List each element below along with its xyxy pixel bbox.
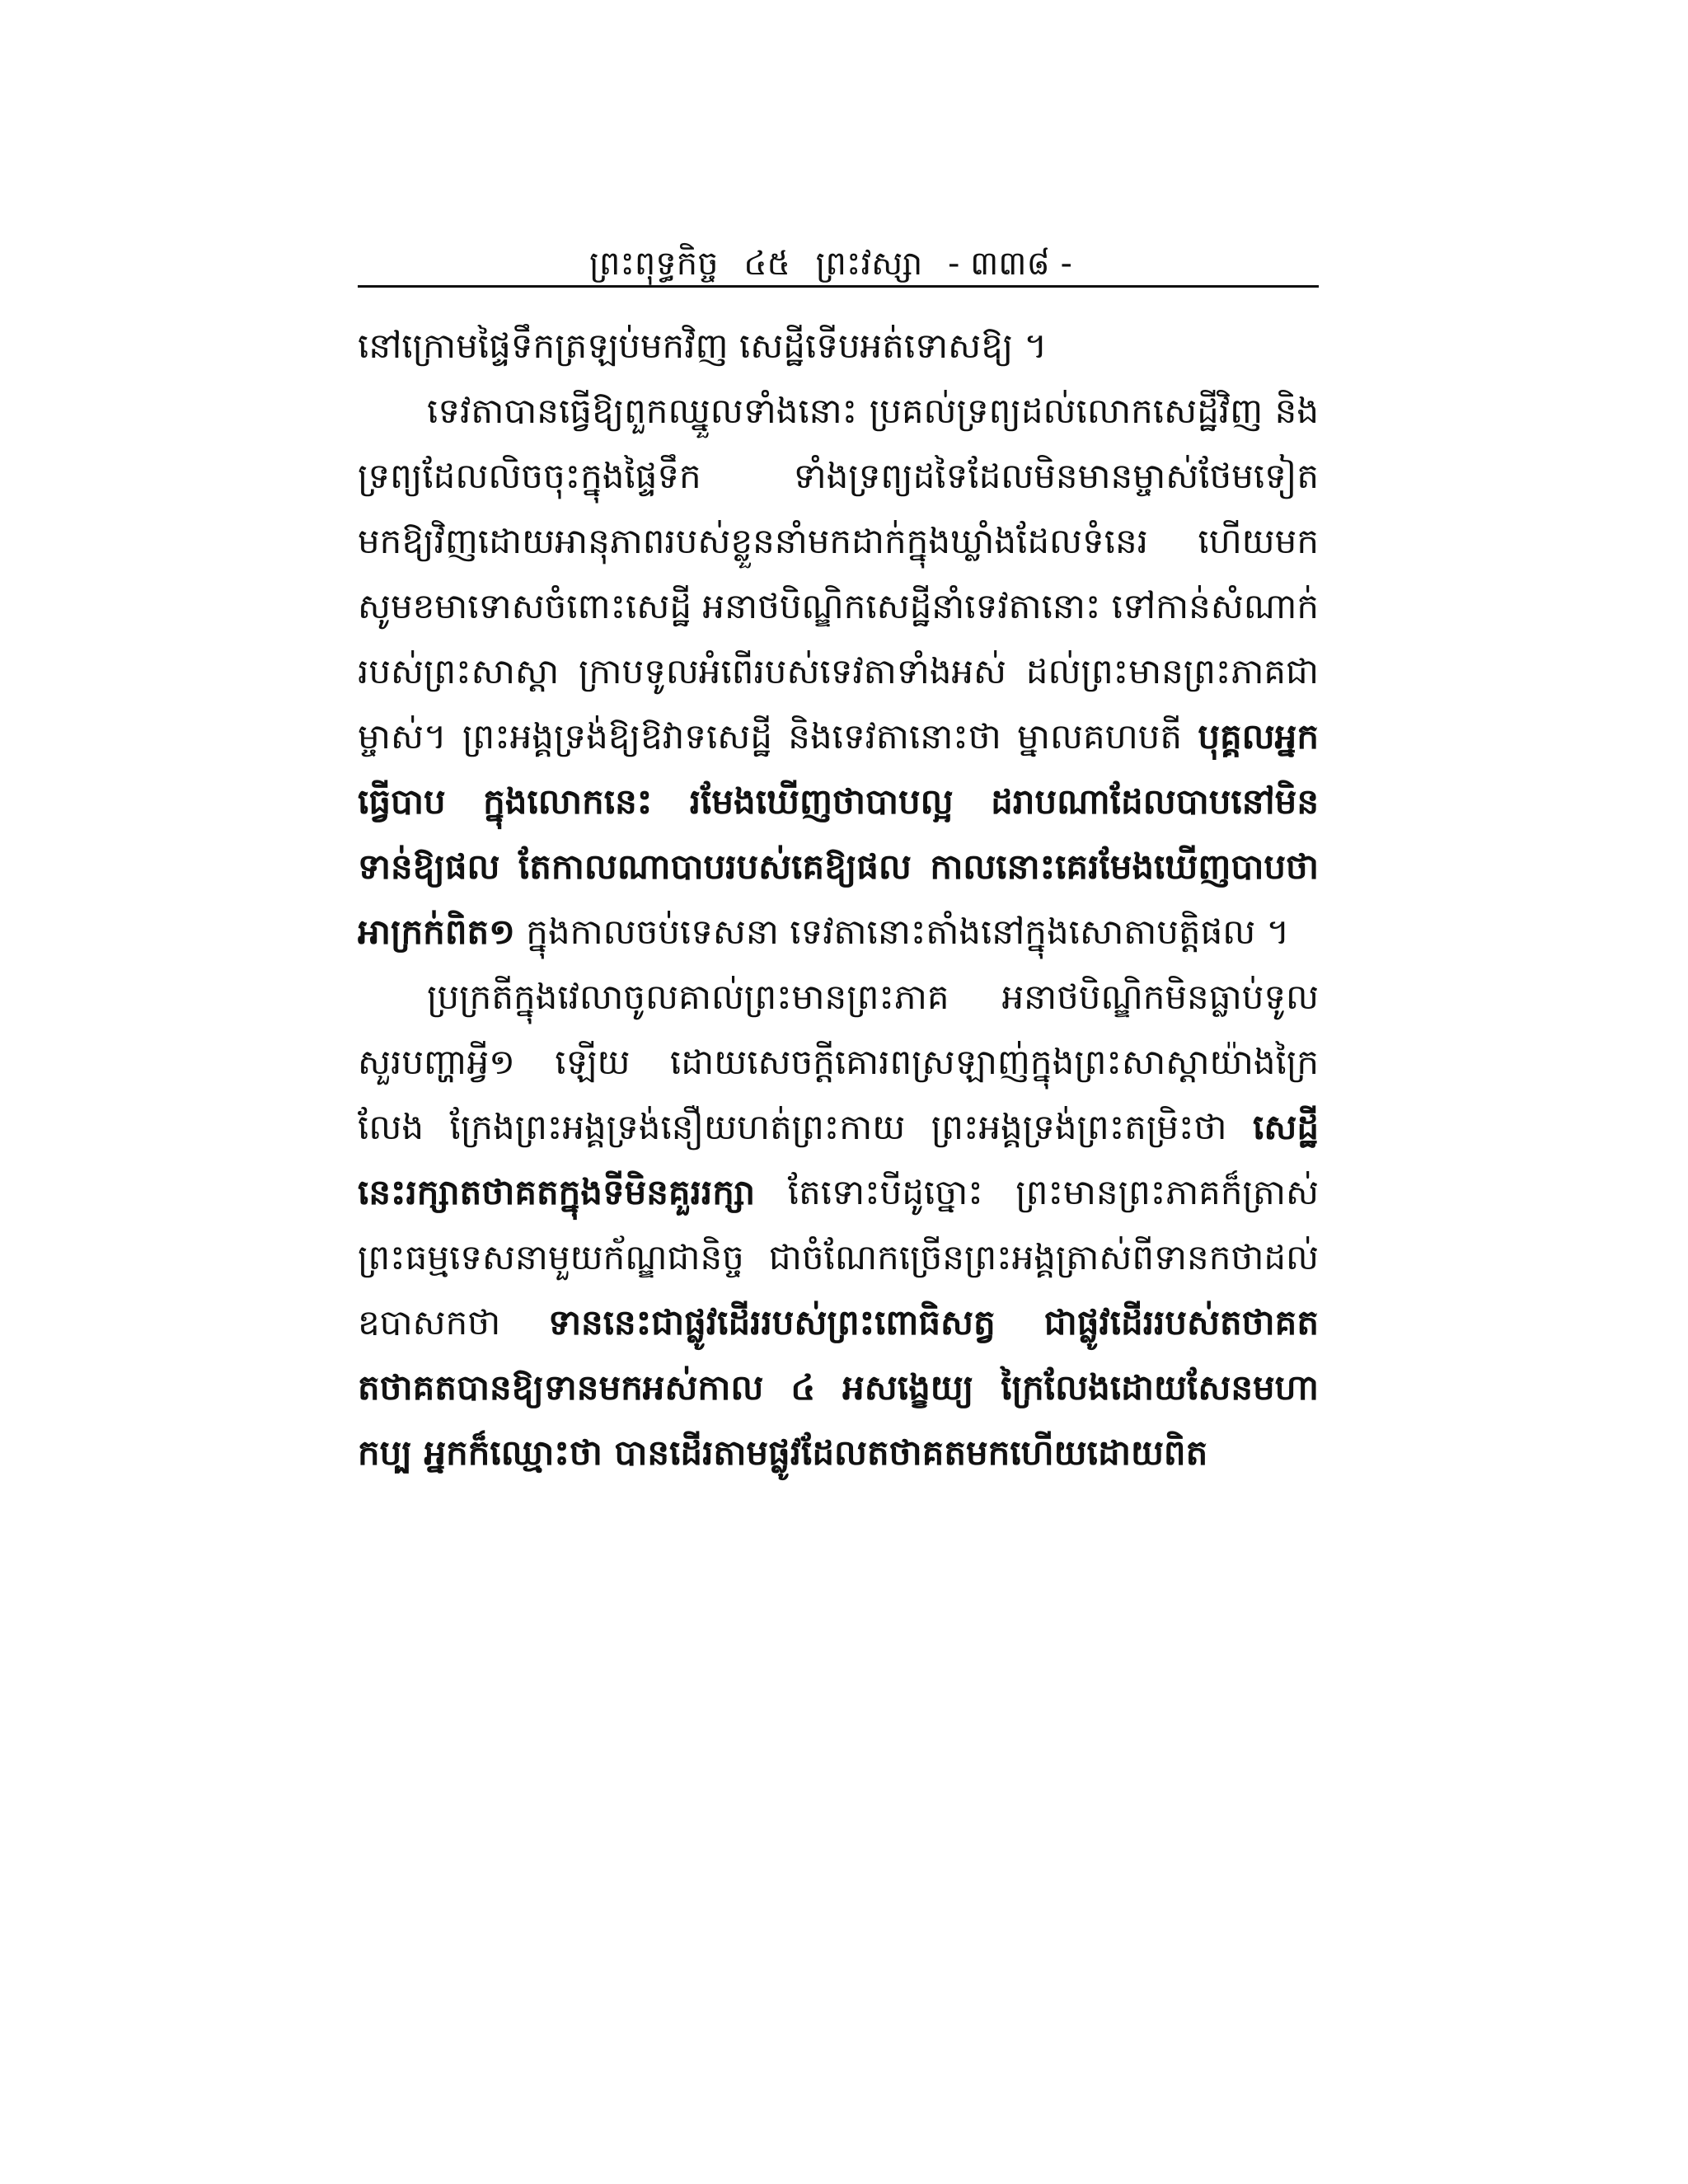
paragraph bbox=[358, 964, 1319, 1485]
paragraph-text: ក្នុងកាលចប់ទេសនា ទេវតានោះតាំងនៅក្នុងសោតាបត្តិផល ។ bbox=[514, 912, 1290, 952]
emphasized-text: បុគ្គលអ្នកធ្វើបាប ក្នុងលោកនេះ រមែងឃើញថាបាបល្អ ដរាបណាដែលបាបនៅមិនទាន់ឱ្យផល តែកាលណាបាបរបស់គេឱ្យផល កាលនោះគេរមែងឃើញបាបថា អាក្រក់ពិត១ bbox=[358, 716, 1319, 952]
emphasized-text: សេដ្ឋីនេះរក្សាតថាគតក្នុងទីមិនគួររក្សា bbox=[358, 1107, 1319, 1212]
paragraph bbox=[358, 378, 1319, 964]
header-page-number: - ៣៣៨ - bbox=[947, 245, 1072, 283]
paragraph-text: ប្រក្រតីក្នុងវេលាចូលគាល់ព្រះមានព្រះភាគ អនាថបិណ្ឌិកមិនធ្លាប់ទូលសួរបញ្ហាអ្វី១ ឡើយ ដោយសេចក្តីគោរពស្រឡាញ់ក្នុងព្រះសាស្តាយ៉ាងក្រៃលែង ក្រែងព្រះអង្គទ្រង់នឿយហត់ព្រះកាយ ព្រះអង្គទ្រង់ព្រះតម្រិះថា bbox=[358, 977, 1319, 1147]
header-chapter-number: ៤៥ bbox=[743, 245, 790, 283]
paragraph bbox=[358, 313, 1319, 378]
header-season: ព្រះវស្សា bbox=[815, 245, 923, 283]
header-book-title: ព្រះពុទ្ធកិច្ច bbox=[589, 245, 719, 283]
header-divider bbox=[358, 285, 1319, 288]
paragraph-text: នៅក្រោមផ្ទៃទឹកត្រឡប់មកវិញ សេដ្ឋីទើបអត់ទោសឱ្យ ។ bbox=[358, 326, 1048, 366]
emphasized-text: ទាននេះជាផ្លូវដើររបស់ព្រះពោធិសត្វ ជាផ្លូវដើររបស់តថាគត តថាគតបានឱ្យទានមកអស់កាល ៤ អសង្ខេយ្យ ក្រៃលែងដោយសែនមហាកប្ប អ្នកក៏ឈ្មោះថា បានដើរតាមផ្លូវដែលតថាគតមកហើយដោយពិត bbox=[358, 1302, 1319, 1473]
paragraph-text: ទេវតាបានធ្វើឱ្យពួកឈ្នួលទាំងនោះ ប្រគល់ទ្រព្យដល់លោកសេដ្ឋីវិញ និងទ្រព្យដែលលិចចុះក្នុងផ្ទៃទឹក ទាំងទ្រព្យដទៃដែលមិនមានម្ចាស់ថែមទៀត មកឱ្យវិញដោយអានុភាពរបស់ខ្លួននាំមកដាក់ក្នុងឃ្លាំងដែលទំនេរ ហើយមកសូមខមាទោសចំពោះសេដ្ឋី អនាថបិណ្ឌិកសេដ្ឋីនាំទេវតានោះ ទៅកាន់សំណាក់របស់ព្រះសាស្តា ក្រាបទូលអំពើរបស់ទេវតាទាំងអស់ ដល់ព្រះមានព្រះភាគជាម្ចាស់។ ព្រះអង្គទ្រង់ឱ្យឱវាទសេដ្ឋី និងទេវតានោះថា ម្នាលគហបតី bbox=[358, 391, 1319, 757]
paragraph-text: តែទោះបីដូច្នោះ ព្រះមានព្រះភាគក៏ត្រាស់ព្រះធម្មទេសនាមួយក័ណ្ឌជានិច្ច ជាចំណែកច្រើនព្រះអង្គត្រាស់ពីទានកថាដល់ឧបាសកថា bbox=[358, 1172, 1319, 1343]
running-header bbox=[358, 239, 1319, 288]
body-text bbox=[358, 313, 1319, 1665]
